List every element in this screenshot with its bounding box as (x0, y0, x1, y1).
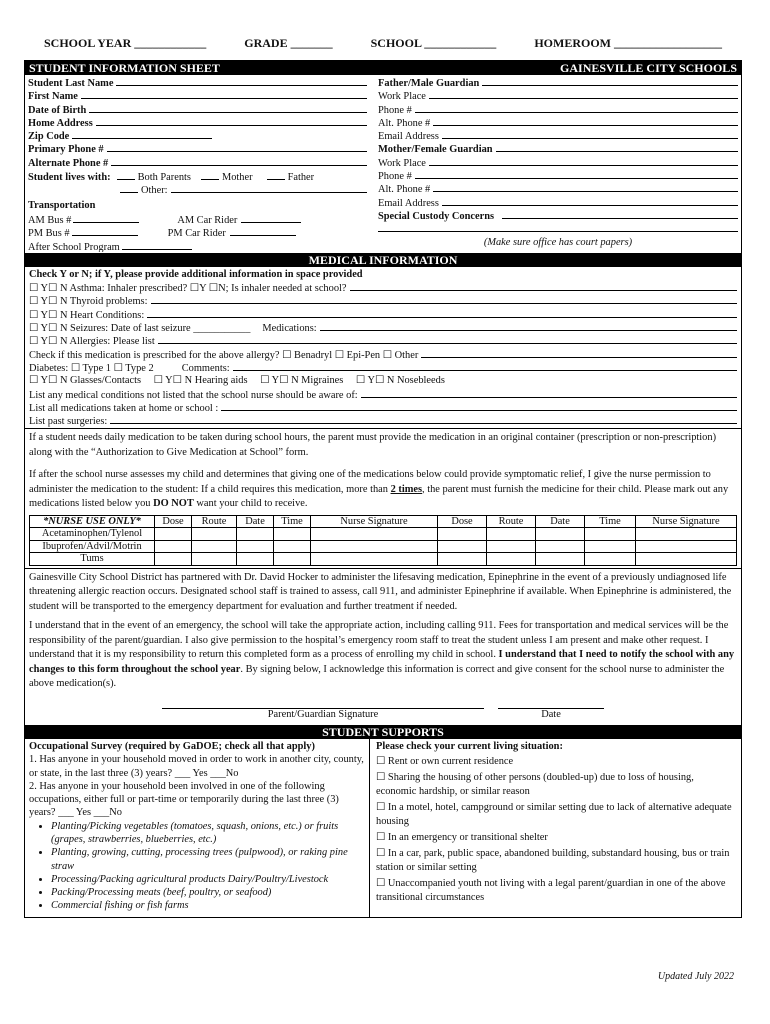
table-row (30, 528, 737, 541)
policy-do-not: DO NOT (153, 498, 194, 510)
nurse-header-cell: *NURSE USE ONLY* (30, 515, 155, 528)
diabetes-item[interactable]: Diabetes: ☐ Type 1 ☐ Type 2 (29, 362, 154, 374)
zip-input[interactable] (72, 129, 212, 139)
nurse-header-cell: Date (536, 515, 585, 528)
table-cell[interactable] (438, 528, 487, 541)
supports-title: STUDENT SUPPORTS (322, 724, 444, 739)
father-guardian-label: Father/Male Guardian (378, 78, 480, 89)
medical-title: MEDICAL INFORMATION (308, 252, 458, 267)
medication-name: Tums (30, 553, 155, 566)
table-cell[interactable] (438, 540, 487, 553)
occ-question-2[interactable]: 2. Has anyone in your household been involved in one of the following occupations, either full or part-time or temporarily during the last three (3) years? ___ Yes ___No (29, 780, 339, 819)
medication-name: Acetaminophen/Tylenol (30, 528, 155, 541)
alt-phone-label: Alternate Phone # (28, 157, 109, 169)
living-option[interactable]: ☐ Unaccompanied youth not living with a legal parent/guardian in one of the above transitional circumstances (376, 878, 726, 904)
policy-paragraph-1: If a student needs daily medication to be taken during school hours, the parent must provide the medication in an original container (prescription or non-prescription) along with the “Authorization to Give Medication at School” form. (29, 432, 717, 458)
all-meds-label: List all medications taken at home or school : (29, 402, 219, 414)
occupational-survey (25, 739, 370, 917)
emergency-text-c: . By signing below, I acknowledge this information is correct and give consent for the school nurse to administer the above medication(s). (29, 663, 725, 690)
phone2-input[interactable] (415, 169, 738, 179)
email1-label: Email Address (378, 131, 439, 143)
table-cell[interactable] (636, 540, 737, 553)
pm-car-input[interactable] (230, 225, 296, 236)
living-situation (370, 739, 741, 917)
phone1-label: Phone # (378, 104, 412, 116)
supports-section (25, 739, 741, 917)
lives-with-label: Student lives with: (28, 172, 111, 183)
custody-input[interactable] (502, 209, 738, 219)
nurse-header-cell: Dose (155, 515, 192, 528)
medications-label: Medications: (262, 323, 317, 335)
primary-phone-input[interactable] (107, 142, 367, 152)
supports-bar (25, 725, 741, 739)
policy-times: 2 times (390, 483, 423, 495)
comments-input[interactable] (233, 361, 737, 371)
other-label: Other: (141, 185, 168, 196)
student-info-left (25, 75, 370, 253)
father-label: Father (287, 172, 315, 183)
table-cell[interactable] (487, 528, 536, 541)
after-school-input[interactable] (122, 239, 192, 250)
mother-blank[interactable] (201, 169, 219, 180)
heart-item[interactable]: ☐ Y☐ N Heart Conditions: (29, 309, 145, 321)
father-guardian-input[interactable] (482, 76, 738, 86)
occupation-list (29, 820, 365, 913)
list-item[interactable]: • Planting/Picking vegetables (tomatoes, squash, onions, etc.) or fruits (grapes, strawberries, blueberries, etc.) (51, 820, 365, 847)
work1-input[interactable] (429, 89, 738, 99)
signature-date-line[interactable] (498, 708, 604, 720)
mother-guardian-input[interactable] (496, 142, 738, 152)
thyroid-item[interactable]: ☐ Y☐ N Thyroid problems: (29, 296, 148, 308)
table-cell[interactable] (274, 553, 311, 566)
am-bus-label: AM Bus # (28, 214, 72, 226)
mother-label: Mother (221, 172, 253, 183)
father-blank[interactable] (267, 169, 285, 180)
medical-instructions: Check Y or N; if Y, please provide additional information in space provided (29, 268, 363, 280)
migraines-item[interactable]: ☐ Y☐ N Migraines (260, 375, 344, 387)
both-parents-label: Both Parents (137, 172, 191, 183)
header-line (24, 36, 742, 54)
nurse-header-cell: Nurse Signature (311, 515, 438, 528)
living-title: Please check your current living situation: (376, 740, 563, 752)
other-conditions-input[interactable] (361, 388, 737, 398)
other-input[interactable] (171, 183, 367, 193)
table-cell[interactable] (536, 540, 585, 553)
student-info-bar (25, 61, 741, 75)
nurse-header-cell: Time (585, 515, 636, 528)
table-cell[interactable] (192, 528, 237, 541)
form-frame (24, 60, 742, 918)
table-cell[interactable] (155, 540, 192, 553)
table-row (30, 553, 737, 566)
glasses-item[interactable]: ☐ Y☐ N Glasses/Contacts (29, 375, 142, 387)
table-cell[interactable] (438, 553, 487, 566)
zip-label: Zip Code (28, 131, 70, 143)
emergency-text-a: I understand that in the event of an emergency, the school will take the appropriate action, including calling 911. Fees for transportation and medical services will be the responsibility of the parent/guardian. I also give permission to the hospital’s emergency room staff to treat the student unless I am present and make other request. I understand that it is my responsibility to return this completed form as a process of enrolling my child in school. (29, 620, 729, 661)
work1-label: Work Place (378, 91, 426, 103)
custody-label: Special Custody Concerns (378, 210, 495, 222)
updated-date: Updated July 2022 (657, 971, 734, 982)
nurse-table (29, 515, 737, 566)
email2-input[interactable] (442, 196, 738, 206)
am-car-label: AM Car Rider (177, 214, 238, 226)
table-cell[interactable] (237, 540, 274, 553)
comments-label: Comments: (181, 362, 230, 374)
form-page (24, 36, 742, 918)
table-cell[interactable] (237, 528, 274, 541)
medical-bar (25, 253, 741, 267)
alt1-input[interactable] (433, 116, 738, 126)
signature-row (29, 708, 737, 720)
signature-label: Parent/Guardian Signature (267, 708, 379, 720)
homeroom-field[interactable]: HOMEROOM __________________ (534, 36, 722, 50)
policy-paragraph-2 (29, 468, 737, 512)
hearing-item[interactable]: ☐ Y☐ N Hearing aids (153, 375, 248, 387)
allergies-item[interactable]: ☐ Y☐ N Allergies: Please list (29, 336, 155, 348)
list-item[interactable]: • Processing/Packing agricultural products Dairy/Poultry/Livestock (51, 873, 365, 886)
phone1-input[interactable] (415, 103, 738, 113)
custody-input-2[interactable] (378, 222, 738, 232)
alt2-label: Alt. Phone # (378, 184, 431, 196)
date-label: Date (541, 708, 561, 720)
occ-question-1[interactable]: 1. Has anyone in your household moved in order to work in another city, county, or state, in the last three (3) years? ___ Yes ___No (29, 754, 364, 779)
seizures-item[interactable]: ☐ Y☐ N Seizures: Date of last seizure ___________ (29, 323, 251, 335)
table-cell[interactable] (636, 528, 737, 541)
medication-name: Ibuprofen/Advil/Motrin (30, 540, 155, 553)
occ-title: Occupational Survey (required by GaDOE; check all that apply) (29, 740, 315, 752)
list-item[interactable]: • Packing/Processing meats (beef, poultry, or seafood) (51, 886, 365, 899)
nurse-header-cell: Route (192, 515, 237, 528)
table-cell[interactable] (274, 528, 311, 541)
epinephrine-paragraph: Gainesville City School District has partnered with Dr. David Hocker to administer the lifesaving medication, Epinephrine in the event of a previously undiagnosed life threatening allergic reaction occurs. Designated school staff is trained to assess, call 911, and administer Epinephrine if available. When Epinephrine is administered, the student will be transported to the emergency department for evaluation and further treatment if needed. (29, 571, 732, 612)
dob-label: Date of Birth (28, 104, 87, 116)
asthma-input[interactable] (350, 281, 737, 291)
email2-label: Email Address (378, 197, 439, 209)
school-year-field[interactable]: SCHOOL YEAR ____________ (44, 36, 207, 50)
dob-input[interactable] (89, 103, 367, 113)
last-name-input[interactable] (116, 76, 367, 86)
table-cell[interactable] (237, 553, 274, 566)
policy-text-c: , the parent must furnish the medicine for their child. Please mark out any medications listed below you (29, 483, 729, 510)
table-cell[interactable] (536, 553, 585, 566)
parent-signature-line[interactable] (162, 708, 484, 720)
table-cell[interactable] (585, 553, 636, 566)
medication-policy (25, 428, 741, 568)
mother-guardian-label: Mother/Female Guardian (378, 144, 493, 156)
allergies-input[interactable] (158, 334, 737, 344)
other-conditions-label: List any medical conditions not listed that the school nurse should be aware of: (29, 389, 358, 401)
nurse-header-cell: Nurse Signature (636, 515, 737, 528)
pm-car-label: PM Car Rider (167, 228, 226, 239)
district-name: GAINESVILLE CITY SCHOOLS (560, 61, 737, 75)
table-cell[interactable] (192, 540, 237, 553)
all-meds-input[interactable] (221, 401, 737, 411)
thyroid-input[interactable] (151, 294, 738, 304)
student-info-title: STUDENT INFORMATION SHEET (29, 61, 220, 75)
last-name-label: Student Last Name (28, 78, 114, 89)
alt1-label: Alt. Phone # (378, 117, 431, 129)
policy-text-a: If after the school nurse assesses my child and determines that giving one of the medications below could provide symptomatic relief, I give the nurse permission to administer the medication to the student: If a child requires this medication, more than (29, 469, 711, 495)
surgeries-input[interactable] (110, 414, 737, 424)
nurse-header-cell: Route (487, 515, 536, 528)
policy-text-e: want your child to receive. (193, 498, 308, 510)
first-name-label: First Name (28, 91, 78, 103)
table-cell[interactable] (636, 553, 737, 566)
table-cell[interactable] (274, 540, 311, 553)
address-input[interactable] (96, 116, 367, 126)
grade-field[interactable]: GRADE _______ (244, 36, 333, 50)
email1-input[interactable] (442, 129, 738, 139)
table-cell[interactable] (487, 553, 536, 566)
surgeries-label: List past surgeries: (29, 416, 108, 428)
living-option[interactable]: ☐ In an emergency or transitional shelter (376, 832, 548, 844)
first-name-input[interactable] (81, 89, 367, 99)
transportation-label: Transportation (28, 199, 96, 211)
phone2-label: Phone # (378, 171, 412, 183)
table-cell[interactable] (585, 528, 636, 541)
nurse-table-header (30, 515, 737, 528)
medical-section (25, 267, 741, 429)
work2-input[interactable] (429, 156, 738, 166)
after-school-label: After School Program (28, 241, 120, 252)
medications-input[interactable] (320, 321, 737, 331)
table-row (30, 540, 737, 553)
am-bus-input[interactable] (73, 212, 139, 223)
school-field[interactable]: SCHOOL ____________ (370, 36, 497, 50)
am-car-input[interactable] (241, 212, 301, 223)
nurse-header-cell: Date (237, 515, 274, 528)
living-option[interactable]: ☐ Sharing the housing of other persons (doubled-up) due to loss of housing, economic hardship, or similar reason (376, 772, 694, 798)
asthma-item[interactable]: ☐ Y☐ N Asthma: Inhaler prescribed? ☐Y ☐N; Is inhaler needed at school? (29, 283, 347, 295)
address-label: Home Address (28, 117, 93, 129)
living-option[interactable]: ☐ In a motel, hotel, campground or similar setting due to lack of alternative adequate housing (376, 802, 732, 828)
table-cell[interactable] (585, 540, 636, 553)
both-parents-blank[interactable] (117, 169, 135, 180)
alt2-input[interactable] (433, 182, 738, 192)
work2-label: Work Place (378, 157, 426, 169)
nurse-header-cell: Dose (438, 515, 487, 528)
table-cell[interactable] (536, 528, 585, 541)
nosebleeds-item[interactable]: ☐ Y☐ N Nosebleeds (355, 375, 445, 387)
nurse-header-cell: Time (274, 515, 311, 528)
student-info-section (25, 75, 741, 253)
living-option[interactable]: ☐ Rent or own current residence (376, 756, 514, 768)
alt-phone-input[interactable] (111, 156, 367, 166)
table-cell[interactable] (487, 540, 536, 553)
primary-phone-label: Primary Phone # (28, 144, 104, 156)
allergy-med-item[interactable]: Check if this medication is prescribed for the above allergy? ☐ Benadryl ☐ Epi-Pen ☐ Other (29, 349, 419, 361)
living-option[interactable]: ☐ In a car, park, public space, abandoned building, substandard housing, bus or train station or similar setting (376, 848, 730, 874)
emergency-paragraph (29, 619, 737, 692)
table-cell[interactable] (155, 553, 192, 566)
table-cell[interactable] (311, 540, 438, 553)
consent-section (25, 568, 741, 722)
list-item[interactable]: • Planting, growing, cutting, processing trees (pulpwood), or raking pine straw (51, 846, 365, 873)
allergy-med-input[interactable] (421, 348, 737, 358)
pm-bus-label: PM Bus # (28, 228, 70, 239)
pm-bus-input[interactable] (72, 225, 138, 236)
table-cell[interactable] (311, 553, 438, 566)
table-cell[interactable] (155, 528, 192, 541)
court-papers-note: (Make sure office has court papers) (483, 236, 633, 248)
student-info-right (370, 75, 741, 253)
table-cell[interactable] (192, 553, 237, 566)
emergency-text-bold: I understand that I need to notify the school with any changes to this form throughout the school year (29, 649, 735, 675)
list-item[interactable]: • Commercial fishing or fish farms (51, 899, 365, 912)
heart-input[interactable] (147, 308, 737, 318)
other-blank[interactable] (120, 182, 138, 193)
table-cell[interactable] (311, 528, 438, 541)
